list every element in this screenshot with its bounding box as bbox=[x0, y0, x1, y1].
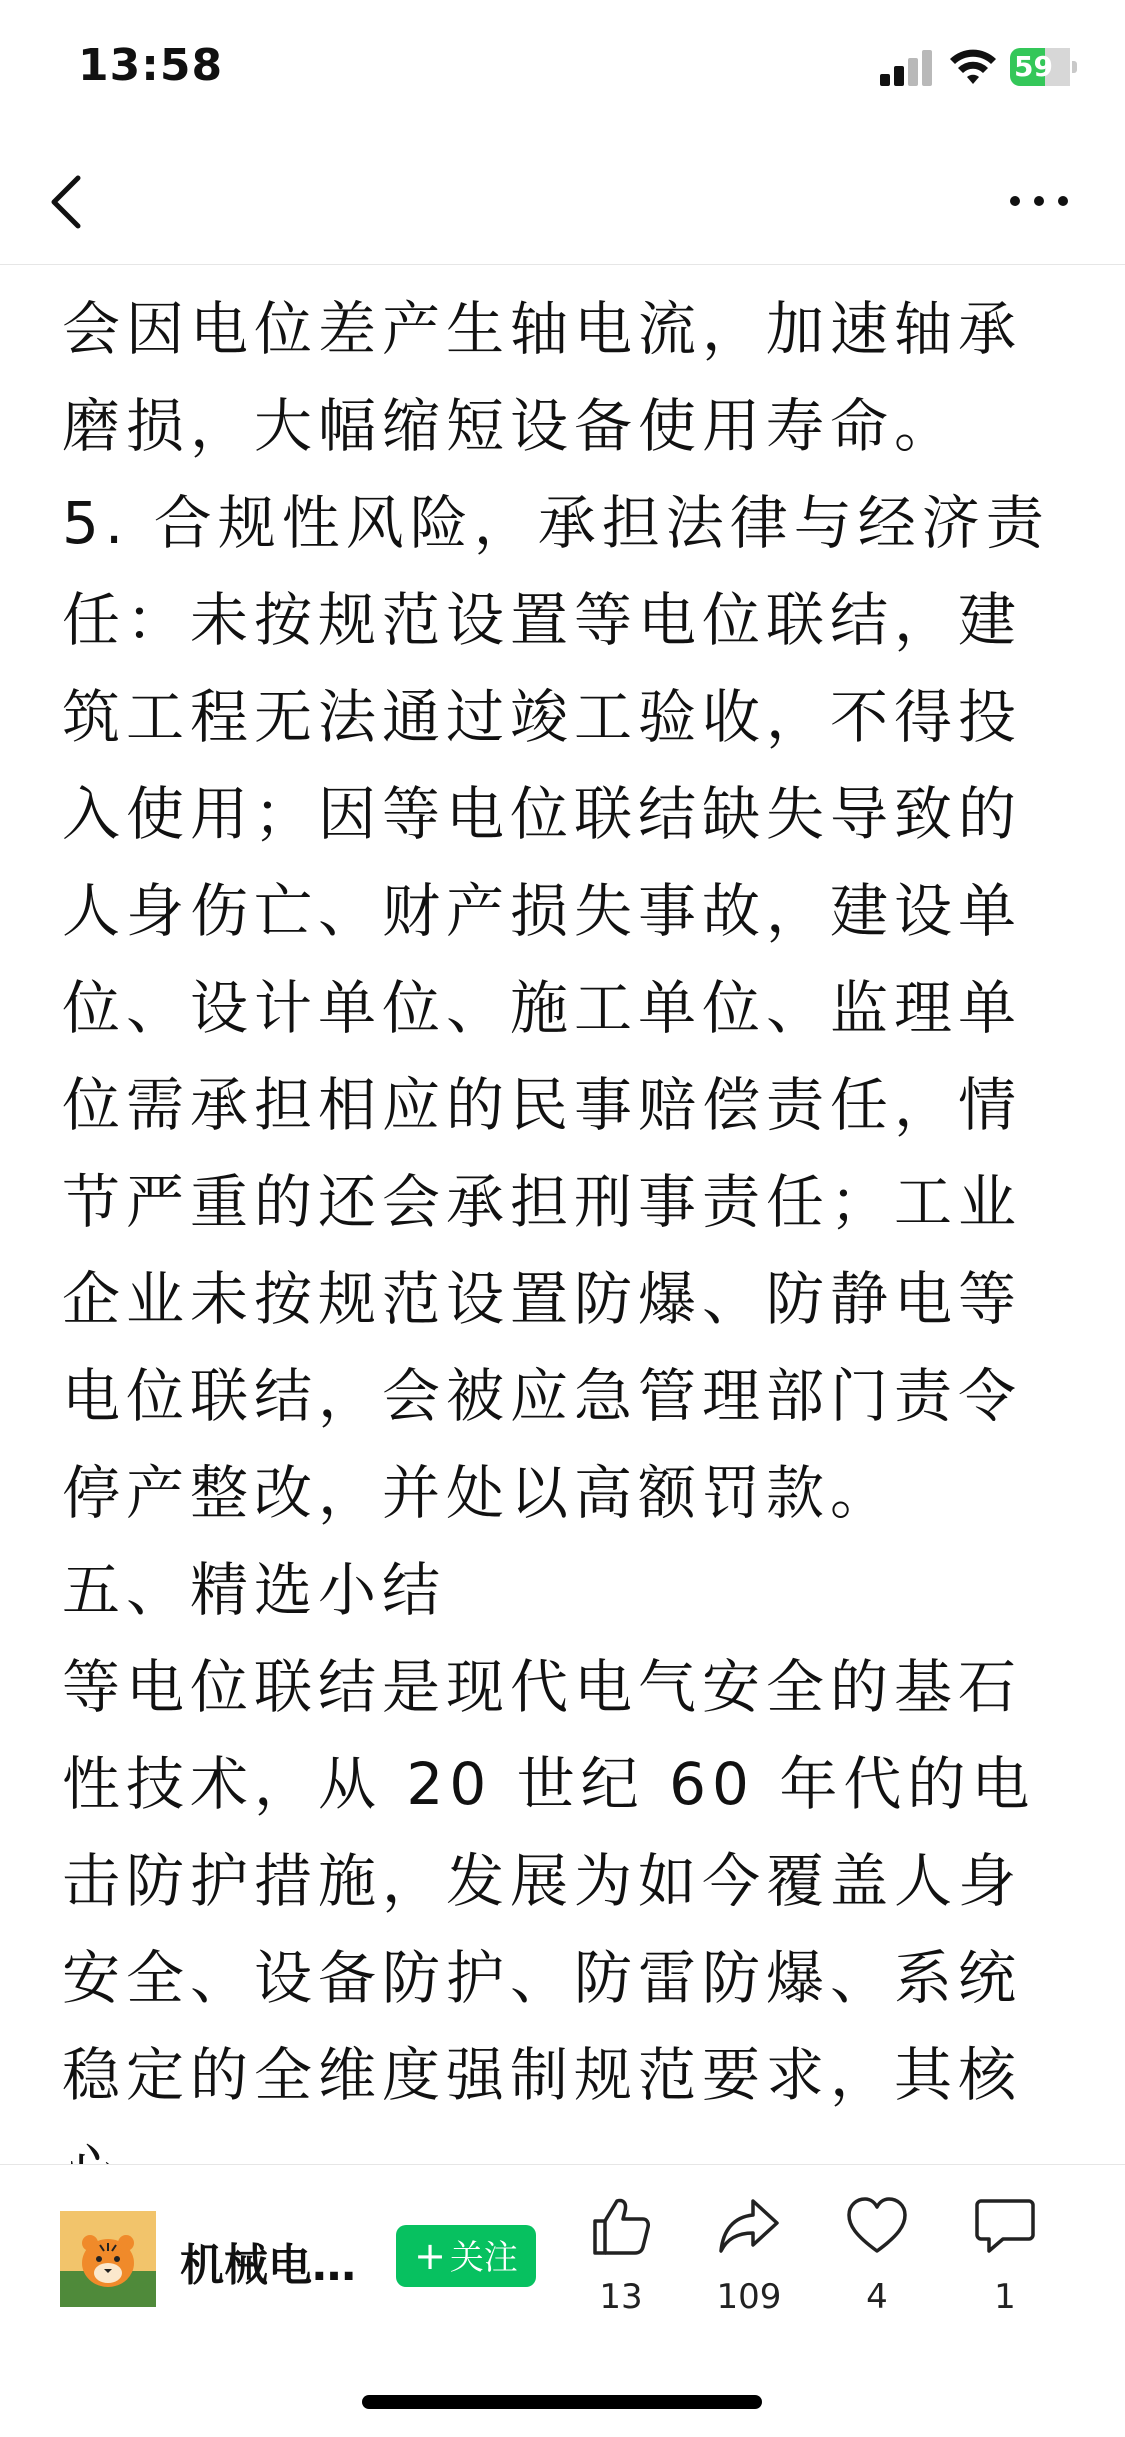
nav-bar bbox=[0, 140, 1125, 265]
share-count: 109 bbox=[716, 2277, 782, 2317]
heart-icon bbox=[845, 2195, 909, 2257]
more-options-button[interactable] bbox=[1000, 180, 1080, 220]
favorite-count: 4 bbox=[866, 2277, 888, 2317]
follow-button[interactable] bbox=[396, 2225, 536, 2287]
article-body bbox=[0, 264, 1125, 2164]
follow-label: 关注 bbox=[449, 2238, 518, 2278]
like-button[interactable] bbox=[566, 2195, 676, 2317]
thumbs-up-icon bbox=[589, 2195, 653, 2257]
plus-icon: + bbox=[414, 2234, 446, 2278]
author-name[interactable]: 机械电… bbox=[180, 2240, 356, 2291]
bottom-action-bar bbox=[0, 2164, 1125, 2437]
share-button[interactable] bbox=[694, 2195, 804, 2317]
back-button[interactable] bbox=[40, 170, 100, 234]
status-bar bbox=[0, 0, 1125, 140]
battery-icon bbox=[1010, 48, 1076, 86]
comment-button[interactable] bbox=[950, 2195, 1060, 2317]
battery-percent: 59 bbox=[1014, 50, 1053, 83]
share-icon bbox=[717, 2195, 781, 2257]
article-paragraph: 会因电位差产生轴电流，加速轴承磨损，大幅缩短设备使用寿命。 bbox=[62, 295, 1023, 460]
like-count: 13 bbox=[599, 2277, 643, 2317]
cellular-signal-icon bbox=[880, 50, 934, 86]
article-paragraph: 5. 合规性风险，承担法律与经济责任：未按规范设置等电位联结，建筑工程无法通过竣工验收，不得投入使用；因等电位联结缺失导致的人身伤亡、财产损失事故，建设单位、设计单位、施工单位、监理单位需承担相应的民事赔偿责任，情节严重的还会承担刑事责任；工业企业未按规范设置防爆、防静电等电位联结，会被应急管理部门责令停产整改，并处以高额罚款。 bbox=[62, 489, 1050, 1527]
status-time: 13:58 bbox=[78, 40, 224, 91]
comment-count: 1 bbox=[994, 2277, 1016, 2317]
article-paragraph: 等电位联结是现代电气安全的基石性技术，从 20 世纪 60 年代的电击防护措施，发展为如今覆盖人身安全、设备防护、防雷防爆、系统稳定的全维度强制规范要求，其核 bbox=[62, 1653, 1036, 2109]
home-indicator[interactable] bbox=[362, 2395, 762, 2409]
wifi-icon bbox=[948, 44, 998, 88]
comment-icon bbox=[973, 2195, 1037, 2257]
section-heading: 五、精选小结 bbox=[62, 1556, 447, 1624]
author-avatar[interactable] bbox=[60, 2211, 156, 2307]
favorite-button[interactable] bbox=[822, 2195, 932, 2317]
